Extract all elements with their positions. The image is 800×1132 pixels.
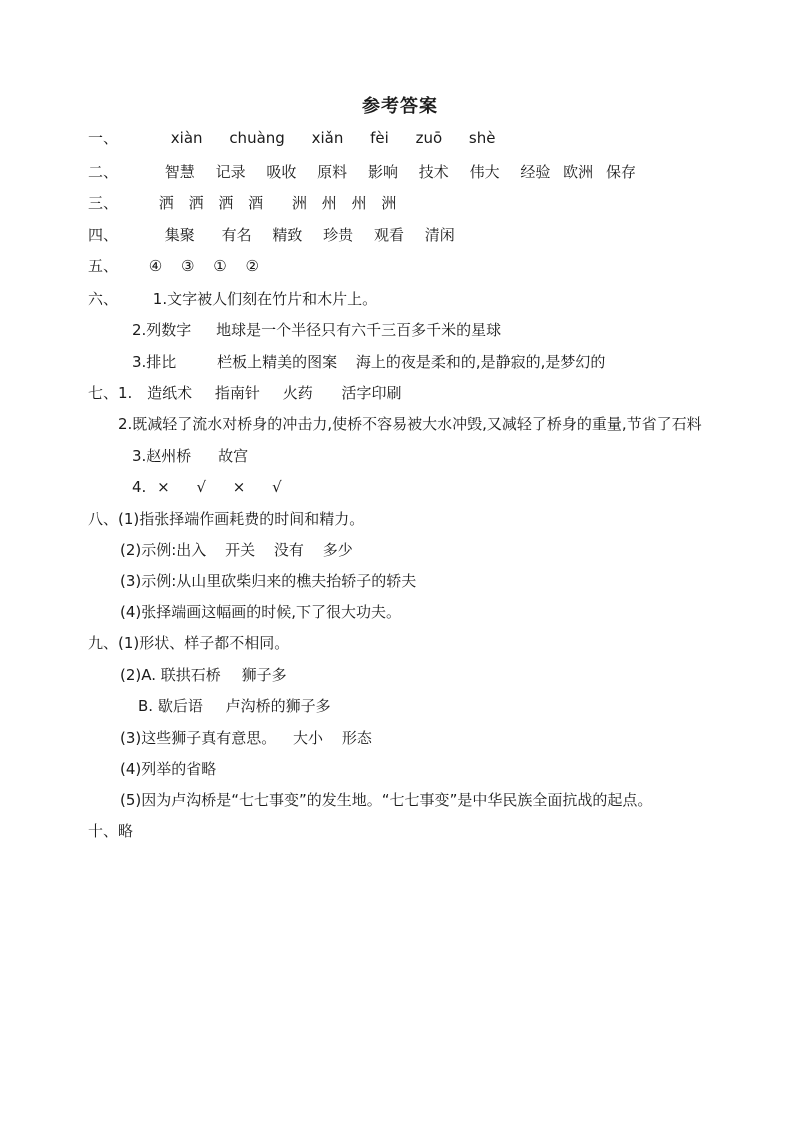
- q4-row: [88, 225, 471, 245]
- word-item: 有名: [221, 226, 252, 244]
- q10-answer: 略: [118, 822, 134, 840]
- q7-answer-3-a: 3.赵州桥: [132, 447, 192, 465]
- q3-number: 三、: [88, 194, 119, 212]
- invention-item: 造纸术: [147, 384, 193, 402]
- word-item: 清闲: [424, 226, 455, 244]
- q8-answer-3: (3)示例:从山里砍柴归来的樵夫抬轿子的轿夫: [120, 572, 417, 590]
- q9-answer-6: (5)因为卢沟桥是“七七事变”的发生地。“七七事变”是中华民族全面抗战的起点。: [120, 791, 653, 809]
- q10-number: 十、: [88, 822, 119, 840]
- word-item: 记录: [215, 163, 246, 181]
- q9-answer-3-a: B. 歇后语: [138, 697, 203, 715]
- q7-row-2: [118, 414, 702, 434]
- q9-number: 九、: [88, 634, 119, 652]
- order-item: ①: [213, 257, 227, 275]
- q8-row-2: [120, 540, 353, 560]
- q8-answer-1: (1)指张择端作画耗费的时间和精力。: [118, 510, 365, 528]
- word-item: 精致: [272, 226, 303, 244]
- char-item: 洒: [188, 194, 204, 212]
- q9-answer-2-b: 狮子多: [241, 666, 287, 684]
- q9-answer-2-a: (2)A. 联拱石桥: [120, 666, 221, 684]
- q1-row: [88, 128, 517, 148]
- judgement-mark: √: [272, 478, 282, 496]
- order-item: ③: [181, 257, 195, 275]
- q7-answer-3-b: 故宫: [218, 447, 249, 465]
- word-item: 影响: [367, 163, 398, 181]
- word-item: 经验: [520, 163, 551, 181]
- antonym-item: 多少: [322, 541, 353, 559]
- judgement-mark: √: [196, 478, 207, 496]
- word-item: 集聚: [164, 226, 195, 244]
- q6-answer-3-method: 3.排比: [132, 353, 177, 371]
- invention-item: 指南针: [214, 384, 260, 402]
- char-item: 洒: [218, 194, 234, 212]
- q6-row-3: [132, 352, 605, 372]
- q7-row-4: [132, 477, 296, 497]
- q9-answer-4-a: (3)这些狮子真有意思。: [120, 729, 277, 747]
- q8-answer-4: (4)张择端画这幅画的时候,下了很大功夫。: [120, 603, 402, 621]
- q8-row-1: [88, 509, 364, 529]
- word-item: 技术: [418, 163, 449, 181]
- char-item: 洲: [291, 194, 307, 212]
- antonym-item: 没有: [273, 541, 304, 559]
- q6-answer-2-method: 2.列数字: [132, 321, 192, 339]
- q8-answer-2-a: (2)示例:出入: [120, 541, 207, 559]
- pinyin-item: chuàng: [229, 129, 285, 147]
- word-item: 观看: [373, 226, 404, 244]
- antonym-item: 开关: [225, 541, 256, 559]
- q9-row-5: [120, 759, 216, 779]
- q8-number: 八、: [88, 510, 119, 528]
- pinyin-item: shè: [468, 129, 496, 147]
- q7-number: 七、1.: [88, 384, 133, 402]
- q6-answer-3-b: 海上的夜是柔和的,是静寂的,是梦幻的: [355, 353, 606, 371]
- q4-number: 四、: [88, 226, 119, 244]
- q6-number: 六、: [88, 290, 119, 308]
- q3-row: [88, 193, 406, 213]
- char-item: 酒: [248, 194, 264, 212]
- q9-answer-3-b: 卢沟桥的狮子多: [225, 697, 331, 715]
- q9-row-1: [88, 633, 289, 653]
- page-title: 参考答案: [362, 96, 438, 117]
- q6-row-2: [132, 320, 501, 340]
- q2-row: [88, 162, 652, 182]
- q9-answer-1: (1)形状、样子都不相同。: [118, 634, 290, 652]
- pinyin-item: xiàn: [170, 129, 203, 147]
- q6-row-1: [88, 289, 377, 309]
- q8-row-3: [120, 571, 416, 591]
- judgement-mark: ×: [232, 478, 246, 496]
- judgement-mark: ×: [157, 478, 170, 496]
- q1-number: 一、: [88, 129, 119, 147]
- word-item: 珍贵: [323, 226, 354, 244]
- char-item: 洒: [158, 194, 174, 212]
- q6-answer-1: 1.文字被人们刻在竹片和木片上。: [152, 290, 378, 308]
- q9-answer-5: (4)列举的省略: [120, 760, 217, 778]
- word-item: 吸收: [266, 163, 297, 181]
- q9-row-2: [120, 665, 287, 685]
- pinyin-item: zuō: [415, 129, 443, 147]
- q8-row-4: [120, 602, 401, 622]
- q6-answer-3-a: 栏板上精美的图案: [217, 353, 338, 371]
- char-item: 洲: [381, 194, 397, 212]
- q5-row: [88, 256, 273, 276]
- pinyin-item: xiǎn: [311, 129, 344, 147]
- word-item: 智慧: [164, 163, 195, 181]
- order-item: ②: [245, 257, 259, 275]
- word-item: 伟大: [469, 163, 500, 181]
- q6-answer-2-sentence: 地球是一个半径只有六千三百多千米的星球: [216, 321, 502, 339]
- q5-number: 五、: [88, 257, 119, 275]
- q9-answer-4-b: 大小: [293, 729, 324, 747]
- word-item: 欧洲: [563, 163, 594, 181]
- q7-answer-4-number: 4.: [132, 478, 147, 496]
- q9-answer-4-c: 形态: [341, 729, 372, 747]
- q10-row: [88, 821, 133, 841]
- invention-item: 火药: [282, 384, 313, 402]
- q9-row-3: [138, 696, 331, 716]
- char-item: 州: [321, 194, 337, 212]
- word-item: 保存: [605, 163, 636, 181]
- q2-number: 二、: [88, 163, 119, 181]
- q7-row-1: [88, 383, 402, 403]
- q9-row-6: [120, 790, 652, 810]
- q7-row-3: [132, 446, 248, 466]
- invention-item: 活字印刷: [341, 384, 402, 402]
- char-item: 州: [351, 194, 367, 212]
- pinyin-item: fèi: [370, 129, 389, 147]
- order-item: ④: [148, 257, 163, 275]
- word-item: 原料: [317, 163, 348, 181]
- q9-row-4: [120, 728, 372, 748]
- q7-answer-2: 2.既减轻了流水对桥身的冲击力,使桥不容易被大水冲毁,又减轻了桥身的重量,节省了石料: [118, 415, 702, 433]
